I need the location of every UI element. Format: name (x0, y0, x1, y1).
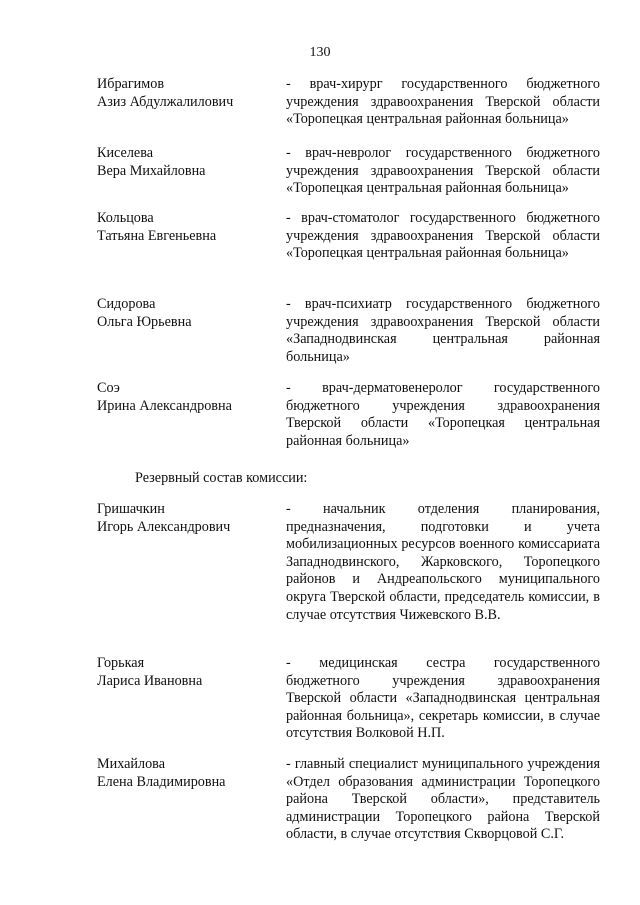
member-given-names: Вера Михайловна (97, 162, 206, 179)
member-name (97, 501, 277, 536)
member-given-names: Ирина Александровна (97, 397, 232, 414)
member-name (97, 76, 277, 111)
page-number: 130 (309, 45, 331, 60)
member-name (97, 145, 277, 180)
member-surname: Кольцова (97, 210, 154, 226)
member-name (97, 210, 277, 245)
member-description: - медицинская сестра государственного бюджетного учреждения здравоохранения Тверской области «Западнодвинская центральная районная больница», секретарь комиссии, в случае отсутствия Волковой Н.П. (286, 655, 600, 742)
member-given-names: Ольга Юрьевна (97, 313, 192, 330)
member-name (97, 756, 277, 791)
member-surname: Соэ (97, 380, 120, 396)
member-description: - врач-дерматовенеролог государственного бюджетного учреждения здравоохранения Тверской области «Торопецкая центральная районная больница» (286, 380, 600, 449)
member-description: - врач-невролог государственного бюджетного учреждения здравоохранения Тверской области «Торопецкая центральная районная больница» (286, 145, 600, 197)
reserve-heading: Резервный состав комиссии: (135, 470, 308, 486)
member-description: - главный специалист муниципального учреждения «Отдел образования администрации Торопецкого района Тверской области», представитель администрации Торопецкого района Тверской области, в случае отсутствия Скворцовой С.Г. (286, 756, 600, 843)
member-description: - врач-психиатр государственного бюджетного учреждения здравоохранения Тверской области «Западнодвинская центральная районная больница» (286, 296, 600, 365)
member-surname: Михайлова (97, 756, 165, 772)
member-given-names: Азиз Абдулжалилович (97, 93, 234, 110)
member-name (97, 655, 277, 690)
member-name (97, 380, 277, 415)
member-description: - врач-стоматолог государственного бюджетного учреждения здравоохранения Тверской области «Торопецкая центральная районная больница» (286, 210, 600, 262)
member-given-names: Татьяна Евгеньевна (97, 227, 217, 244)
member-surname: Гришачкин (97, 501, 165, 517)
member-given-names: Елена Владимировна (97, 773, 226, 790)
member-name (97, 296, 277, 331)
member-surname: Сидорова (97, 296, 156, 312)
member-description: - начальник отделения планирования, предназначения, подготовки и учета мобилизационных ресурсов военного комиссариата Западнодвинского, Жарковского, Торопецкого районов и Андреапольского муниципального округа Тверской области, председатель комиссии, в случае отсутствия Чижевского В.В. (286, 501, 600, 623)
member-surname: Горькая (97, 655, 145, 671)
member-surname: Киселева (97, 145, 154, 161)
member-surname: Ибрагимов (97, 76, 165, 92)
member-description: - врач-хирург государственного бюджетного учреждения здравоохранения Тверской области «Торопецкая центральная районная больница» (286, 76, 600, 128)
member-given-names: Игорь Александрович (97, 518, 231, 535)
member-given-names: Лариса Ивановна (97, 672, 203, 689)
